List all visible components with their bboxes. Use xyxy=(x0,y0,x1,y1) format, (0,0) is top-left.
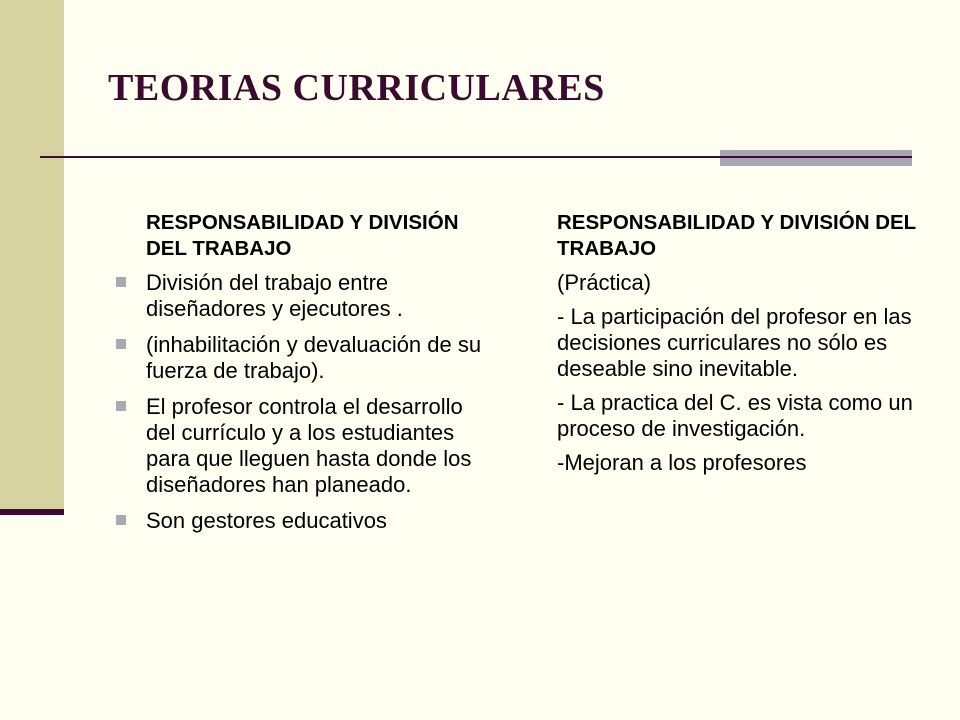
list-item-text: (inhabilitación y devaluación de su fuerza de trabajo). xyxy=(146,332,482,383)
right-paragraph: - La participación del profesor en las decisiones curriculares no sólo es deseable sino inevitable. xyxy=(557,304,912,381)
right-column xyxy=(557,210,917,484)
left-heading: RESPONSABILIDAD Y DIVISIÓN DEL TRABAJO xyxy=(146,211,459,260)
title-divider-accent xyxy=(720,150,912,166)
list-item xyxy=(110,270,490,322)
list-item-text: El profesor controla el desarrollo del currículo y a los estudiantes para que lleguen hasta donde los diseñadores han planeado. xyxy=(146,394,472,497)
list-item xyxy=(110,508,490,534)
right-heading: RESPONSABILIDAD Y DIVISIÓN DEL TRABAJO xyxy=(557,211,916,260)
list-item xyxy=(110,332,490,384)
list-item-text: Son gestores educativos xyxy=(146,508,387,533)
side-band xyxy=(0,0,64,512)
square-bullet-icon xyxy=(116,339,126,349)
square-bullet-icon xyxy=(116,401,126,411)
side-band-rule xyxy=(0,509,64,515)
list-item xyxy=(110,394,490,498)
square-bullet-icon xyxy=(116,515,126,525)
right-paragraph: - La practica del C. es vista como un proceso de investigación. xyxy=(557,390,913,441)
slide-title: TEORIAS CURRICULARES xyxy=(108,67,605,109)
title-divider xyxy=(40,156,720,158)
square-bullet-icon xyxy=(116,277,126,287)
right-paragraph: -Mejoran a los profesores xyxy=(557,450,807,475)
left-bullet-list xyxy=(110,270,490,534)
right-paragraph: (Práctica) xyxy=(557,270,652,295)
list-item-text: División del trabajo entre diseñadores y ejecutores . xyxy=(146,270,403,321)
left-column xyxy=(110,210,490,544)
